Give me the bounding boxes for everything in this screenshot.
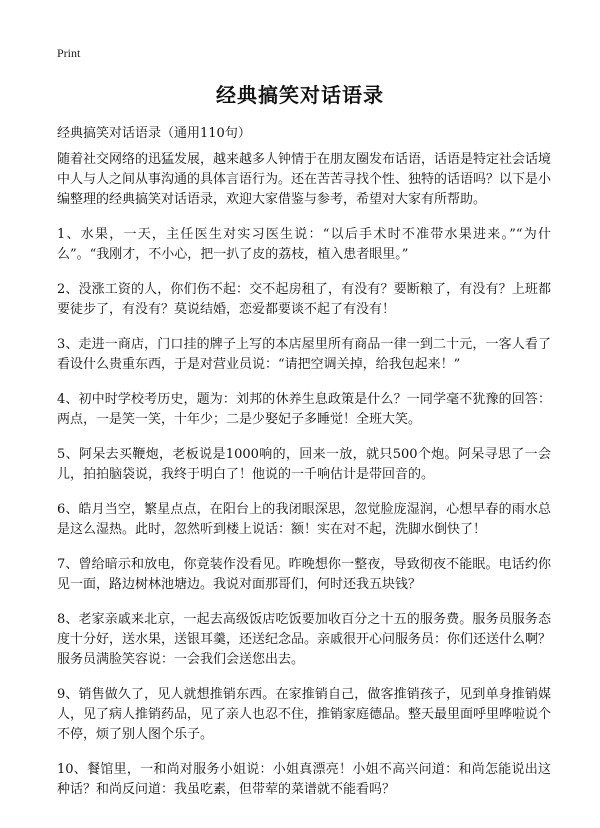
list-item: 5、阿呆去买鞭炮，老板说是1000响的，回来一放，就只500个炮。阿呆寻思了一会儿，拍拍脑袋说，我终于明白了！他说的一千响估计是带回音的。: [57, 447, 551, 482]
print-link[interactable]: Print: [57, 46, 81, 60]
list-item: 1、水果，一天，主任医生对实习医生说：“以后手术时不准带水果进来。”“为什么”。“我刚才，不小心，把一扒了皮的荔枝，植入患者眼里。”: [57, 227, 551, 262]
list-item: 6、皓月当空，繁星点点，在阳台上的我闭眼深思，忽觉脸庞湿润，心想早春的雨水总是这么湿热。此时，忽然听到楼上说话：额！实在对不起，洗脚水倒快了！: [57, 502, 551, 537]
list-item: 8、老家亲戚来北京，一起去高级饭店吃饭要加收百分之十五的服务费。服务员服务态度十分好，送水果，送银耳羹，还送纪念品。亲戚很开心问服务员：你们还送什么啊？服务员满脸笑容说：一会我们会送您出去。: [57, 612, 552, 667]
list-item: 9、销售做久了，见人就想推销东西。在家推销自己，做客推销孩子，见到单身推销媒人，见了病人推销药品，见了亲人也忍不住，推销家庭德品。整天最里面呼里哗啦说个不停，烦了别人图个乐子。: [57, 687, 552, 742]
list-item: 7、曾给暗示和放电，你竟装作没看见。昨晚想你一整夜，导致彻夜不能眠。电话约你见一面，路边树林池塘边。我说对面那哥们，何时还我五块钱？: [57, 557, 551, 592]
document-subtitle: 经典搞笑对话语录（通用110句）: [57, 126, 251, 141]
list-item: 4、初中时学校考历史，题为：刘邦的休养生息政策是什么？一同学毫不犹豫的回答：两点，一是笑一笑，十年少；二是少娶妃子多睡觉！全班大笑。: [57, 392, 551, 427]
list-item: 2、没涨工资的人，你们伤不起：交不起房租了，有没有？要断粮了，有没有？上班都要徒步了，有没有？莫说结婚，恋爱都要谈不起了有没有！: [57, 282, 551, 317]
list-item: 10、餐馆里，一和尚对服务小姐说：小姐真漂亮！小姐不高兴问道：和尚怎能说出这种话？和尚反问道：我虽吃素，但带荤的菜谱就不能看吗？: [57, 762, 551, 797]
page-title: 经典搞笑对话语录: [216, 83, 384, 107]
list-item: 3、走进一商店，门口挂的牌子上写的本店屋里所有商品一律一到二十元，一客人看了看设什么贵重东西，于是对营业员说：“请把空调关掉，给我包起来！”: [57, 337, 551, 372]
article-body: [57, 150, 551, 815]
intro-paragraph: 随着社交网络的迅猛发展，越来越多人钟情于在朋友圈发布话语，话语是特定社会话境中人与人之间从事沟通的具体言语行为。还在苦苦寻找个性、独特的话语吗？以下是小编整理的经典搞笑对话语录，欢迎大家借鉴与参考，希望对大家有所帮助。: [57, 152, 552, 207]
